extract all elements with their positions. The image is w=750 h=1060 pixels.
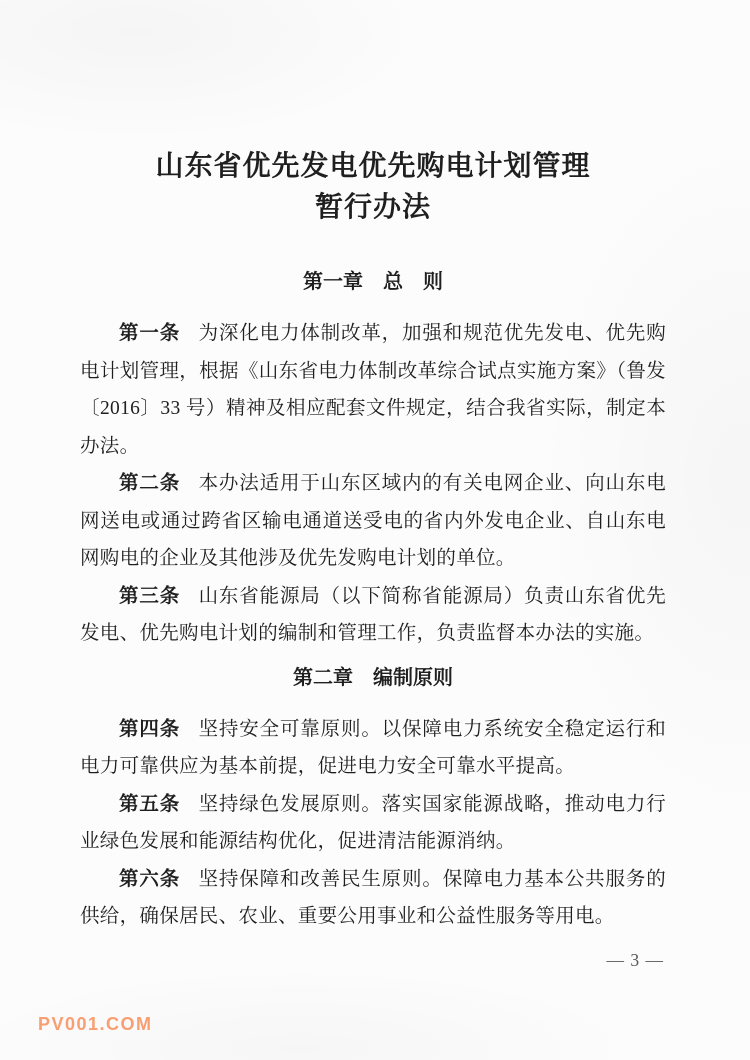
article-4-text: 坚持安全可靠原则。以保障电力系统安全稳定运行和电力可靠供应为基本前提，促进电力安全可靠水平提高。 <box>80 718 666 777</box>
article-3-text: 山东省能源局（以下简称省能源局）负责山东省优先发电、优先购电计划的编制和管理工作，负责监督本办法的实施。 <box>80 585 666 644</box>
article-2-number: 第二条 <box>119 472 181 494</box>
article-3-number: 第三条 <box>119 584 181 607</box>
chapter-heading-compilation-principles: 第二章 编制原则 <box>293 666 453 689</box>
article-6-number: 第六条 <box>119 867 181 890</box>
watermark: PV001.COM <box>38 1014 153 1034</box>
document-title <box>80 146 666 228</box>
document-title-line1: 山东省优先发电优先购电计划管理 <box>155 151 591 182</box>
article-3 <box>80 578 666 653</box>
article-5-number: 第五条 <box>119 792 181 815</box>
article-5-text: 坚持绿色发展原则。落实国家能源战略，推动电力行业绿色发展和能源结构优化，促进清洁能源消纳。 <box>80 793 666 852</box>
article-5 <box>80 786 666 861</box>
article-6 <box>80 861 666 936</box>
article-4 <box>80 711 666 786</box>
article-1-number: 第一条 <box>119 322 181 344</box>
article-4-number: 第四条 <box>119 717 181 740</box>
article-6-text: 坚持保障和改善民生原则。保障电力基本公共服务的供给，确保居民、农业、重要公用事业和公益性服务等用电。 <box>80 868 666 927</box>
article-1 <box>80 315 666 465</box>
chapter-heading-general-provisions: 第一章 总 则 <box>303 271 443 293</box>
document-title-line2: 暂行办法 <box>314 192 431 223</box>
article-2 <box>80 465 666 578</box>
article-1-text: 为深化电力体制改革，加强和规范优先发电、优先购电计划管理，根据《山东省电力体制改革综合试点实施方案》（鲁发〔2016〕33 号）精神及相应配套文件规定，结合我省实际，制定本办法。 <box>80 323 666 457</box>
page-number: — 3 — <box>606 950 664 970</box>
article-2-text: 本办法适用于山东区域内的有关电网企业、向山东电网送电或通过跨省区输电通道送受电的省内外发电企业、自山东电网购电的企业及其他涉及优先发购电计划的单位。 <box>80 473 666 569</box>
